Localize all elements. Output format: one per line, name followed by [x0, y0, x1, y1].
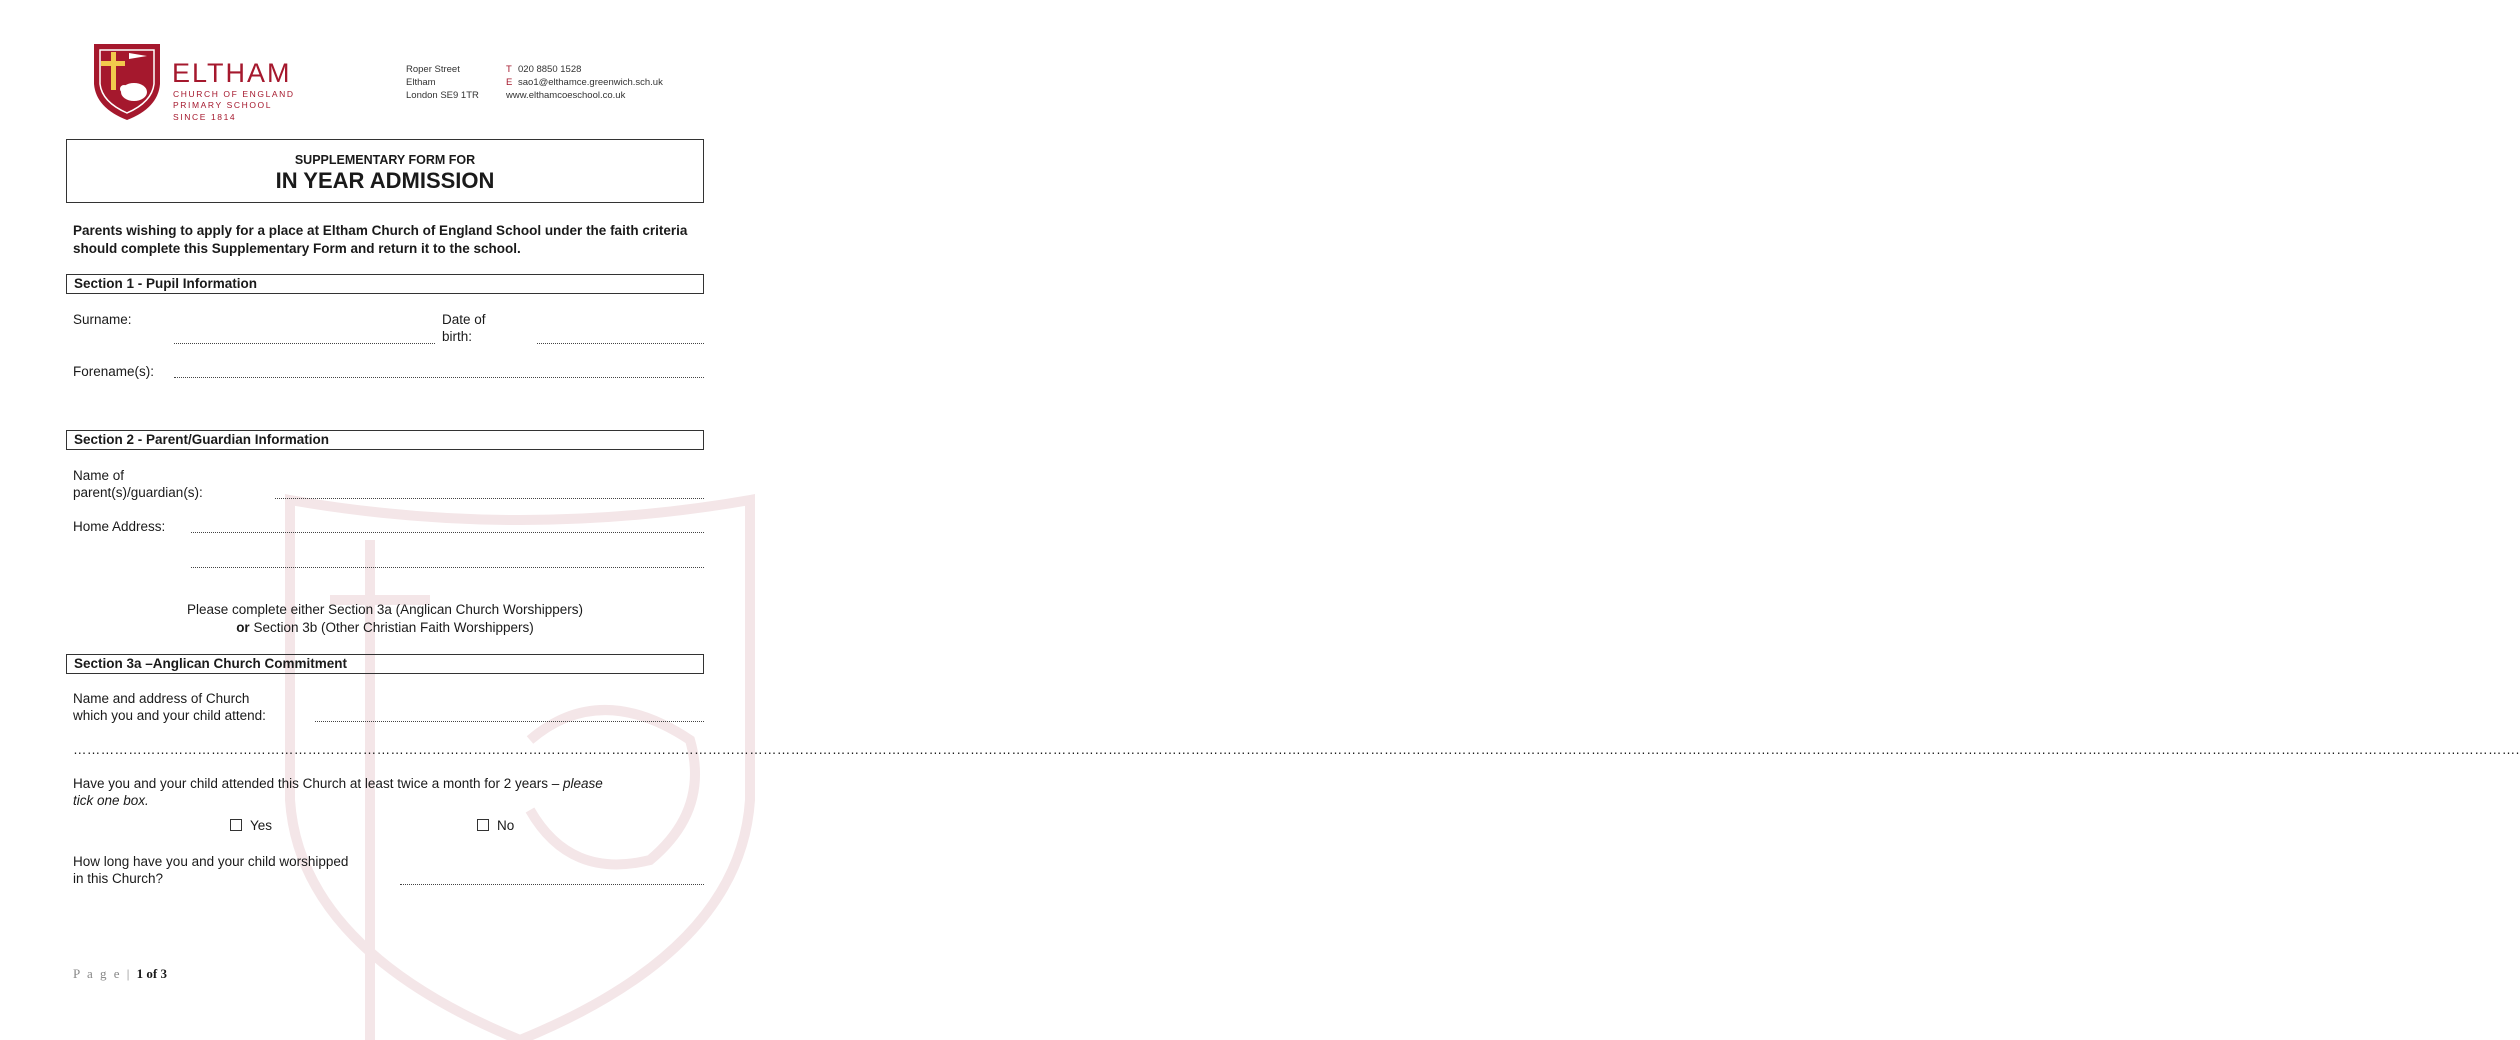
school-subtitle-2: PRIMARY SCHOOL: [173, 100, 273, 110]
form-title-big: IN YEAR ADMISSION: [275, 168, 495, 193]
dob-label-1: Date of: [442, 312, 486, 327]
home-address-field-1[interactable]: [191, 532, 704, 533]
section-2-heading: Section 2 - Parent/Guardian Information: [66, 430, 704, 450]
phone-row: [506, 63, 663, 76]
yes-label: Yes: [250, 818, 273, 833]
home-address-field-2[interactable]: [191, 567, 704, 568]
watermark-crest: [270, 480, 770, 1040]
instruction-or: or: [236, 620, 250, 635]
section-1-heading: Section 1 - Pupil Information: [66, 274, 704, 294]
instruction-line-2: [66, 619, 704, 637]
page-number: 1 of 3: [136, 966, 167, 981]
email-prefix: E: [506, 77, 513, 88]
forenames-label: Forename(s):: [73, 364, 155, 379]
yes-option[interactable]: [230, 817, 272, 834]
section-3a-heading: Section 3a –Anglican Church Commitment: [66, 654, 704, 674]
school-crest-logo: [92, 42, 162, 122]
address-line-1: Roper Street: [406, 64, 460, 75]
church-field[interactable]: [315, 721, 704, 722]
phone-prefix: T: [506, 64, 512, 75]
no-label: No: [497, 818, 515, 833]
church-label-2: which you and your child attend:: [73, 708, 266, 723]
website-link[interactable]: www.elthamcoeschool.co.uk: [506, 90, 626, 101]
address-line-2: Eltham: [406, 77, 436, 88]
school-since: SINCE 1814: [173, 112, 237, 122]
school-contact: [506, 63, 663, 102]
howlong-label-2: in this Church?: [73, 871, 164, 886]
yes-checkbox[interactable]: [230, 819, 242, 831]
instruction-line-1: Please complete either Section 3a (Anglican Church Worshippers): [187, 602, 583, 617]
page-word: P a g e: [73, 966, 122, 981]
page-footer: P a g e | 1 of 3: [73, 966, 167, 981]
no-checkbox[interactable]: [477, 819, 489, 831]
form-title-small: SUPPLEMENTARY FORM FOR: [294, 153, 476, 167]
forenames-field[interactable]: [174, 377, 704, 378]
howlong-field[interactable]: [400, 884, 704, 885]
intro-paragraph: Parents wishing to apply for a place at Eltham Church of England School under the faith criteria should complete this Supplementary Form and return it to the school.: [73, 223, 688, 256]
attended-question-2: tick one box.: [73, 793, 149, 808]
dob-field[interactable]: [537, 343, 704, 344]
address-line-3: London SE9 1TR: [406, 90, 479, 101]
phone-number: 020 8850 1528: [518, 64, 582, 75]
dob-label-2: birth:: [442, 329, 473, 344]
instruction-rest: Section 3b (Other Christian Faith Worshippers): [249, 620, 534, 635]
parent-name-label-1: Name of: [73, 468, 125, 483]
church-field-continuation[interactable]: ……………………………………………………………………………………………………………………………………………………………………………………………………………………………………………………………………………………………………………………………………………………………………………………………………………………………………………………………………………………….: [73, 742, 2520, 757]
church-label-1: Name and address of Church: [73, 691, 250, 706]
email-row: [506, 76, 663, 89]
surname-label: Surname:: [73, 312, 132, 327]
email-address[interactable]: sao1@elthamce.greenwich.sch.uk: [518, 77, 663, 88]
howlong-label-1: How long have you and your child worshipped: [73, 854, 349, 869]
no-option[interactable]: [477, 817, 514, 834]
form-title-box: [66, 139, 704, 203]
attended-question-text: Have you and your child attended this Church at least twice a month for 2 years –: [73, 776, 564, 791]
attended-question-1: [73, 775, 603, 792]
school-subtitle-1: CHURCH OF ENGLAND: [173, 89, 295, 99]
attended-question-italic: please: [563, 776, 603, 791]
parent-name-field[interactable]: [275, 498, 704, 499]
parent-name-label-2: parent(s)/guardian(s):: [73, 485, 203, 500]
home-address-label: Home Address:: [73, 519, 166, 534]
school-name: ELTHAM: [172, 58, 292, 88]
surname-field[interactable]: [174, 343, 435, 344]
school-address: [406, 63, 479, 102]
